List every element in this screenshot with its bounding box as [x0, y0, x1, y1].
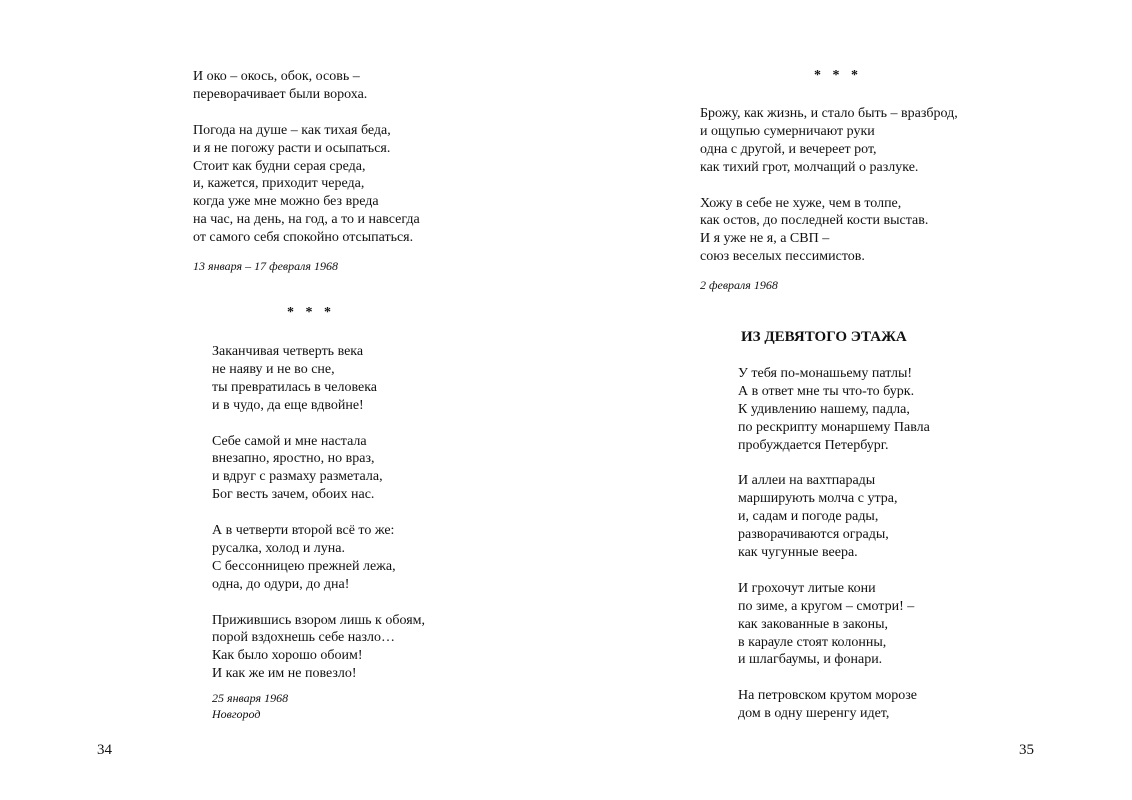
- poem-line: когда уже мне можно без вреда: [193, 194, 379, 210]
- poem-line: На петровском крутом морозе: [738, 688, 917, 704]
- stanza: [212, 433, 425, 505]
- poem-body: [738, 365, 930, 723]
- poem-body: [700, 105, 958, 266]
- poem-line: и в чудо, да еще вдвойне!: [212, 397, 364, 413]
- stanza: [212, 612, 425, 684]
- poem-ending: [193, 68, 420, 247]
- stanza: [700, 105, 958, 177]
- poem-line: и, садам и погоде рады,: [738, 509, 879, 525]
- poem-line: как остов, до последней кости выстав.: [700, 213, 929, 229]
- poem-line: союз веселых пессимистов.: [700, 249, 865, 265]
- poem-stanzas: [700, 105, 958, 266]
- poem-line: внезапно, яростно, но враз,: [212, 451, 375, 467]
- poem-line: по зиме, а кругом – смотри! –: [738, 598, 915, 614]
- poem-line: порой вздохнешь себе назло…: [212, 630, 395, 646]
- stanza: [212, 343, 425, 415]
- poem-line: Заканчивая четверть века: [212, 344, 364, 359]
- poem-line: пробуждается Петербург.: [738, 437, 889, 453]
- poem-line: Хожу в себе не хуже, чем в толпе,: [700, 195, 902, 211]
- poem-line: Брожу, как жизнь, и стало быть – вразброд,: [700, 106, 958, 121]
- poem-line: И грохочут литые кони: [738, 580, 876, 596]
- poem-line: А в четверти второй всё то же:: [212, 523, 395, 539]
- poem-line: от самого себя спокойно отсыпаться.: [193, 230, 414, 246]
- poem-line: И как же им не повезло!: [212, 666, 357, 682]
- poem-line: переворачивает были вороха.: [193, 86, 368, 102]
- separator-stars: * * *: [287, 305, 335, 320]
- poem-line: Стоит как будни серая среда,: [193, 158, 366, 174]
- poem-line: одна, до одури, до дна!: [212, 576, 350, 592]
- poem-line: одна с другой, и вечереет рот,: [700, 141, 877, 157]
- poem-line: ты превратилась в человека: [212, 379, 377, 395]
- poem-line: разворачиваются ограды,: [738, 527, 889, 543]
- poem-stanzas: [193, 68, 420, 247]
- poem-stanzas: [738, 365, 930, 723]
- poem-line: не наяву и не во сне,: [212, 361, 335, 377]
- poem-line: Как было хорошо обоим!: [212, 648, 363, 664]
- poem-signature: [212, 690, 288, 722]
- stanza: [738, 687, 930, 723]
- stanza: [738, 580, 930, 670]
- stanza: [212, 522, 425, 594]
- poem-line: Погода на душе – как тихая беда,: [193, 122, 391, 138]
- stanza: [738, 365, 930, 455]
- poem-line: И аллеи на вахтпарады: [738, 473, 876, 489]
- poem-line: У тебя по-монашьему патлы!: [738, 366, 913, 381]
- stanza: [738, 472, 930, 562]
- poem-line: по рескрипту монаршему Павла: [738, 419, 930, 435]
- poem-date: 13 января – 17 февраля 1968: [193, 259, 338, 273]
- poem-line: Себе самой и мне настала: [212, 433, 367, 449]
- separator-stars: * * *: [814, 68, 862, 83]
- poem-line: и я не погожу расти и осыпаться.: [193, 140, 391, 156]
- poem-place: Новгород: [212, 707, 261, 721]
- poem-line: как чугунные веера.: [738, 545, 858, 561]
- poem-line: И око – окось, обок, осовь –: [193, 69, 360, 84]
- poem-line: И я уже не я, а СВП –: [700, 231, 830, 247]
- poem-line: К удивлению нашему, падла,: [738, 401, 910, 417]
- poem-date: 25 января 1968: [212, 691, 289, 705]
- poem-line: и, кажется, приходит череда,: [193, 176, 365, 192]
- poem-line: как закованные в законы,: [738, 616, 889, 632]
- poem-line: марширують молча с утра,: [738, 491, 898, 507]
- poem-line: на час, на день, на год, а то и навсегда: [193, 212, 420, 228]
- poem-line: и вдруг с размаху разметала,: [212, 469, 383, 485]
- poem-line: и ощупью сумерничают руки: [700, 123, 875, 139]
- poem-line: русалка, холод и луна.: [212, 540, 345, 556]
- poem-stanzas: [212, 343, 425, 683]
- poem-line: Бог весть зачем, обоих нас.: [212, 487, 375, 503]
- page-number: 34: [97, 742, 112, 758]
- right-page: [566, 0, 1132, 800]
- poem-date: 2 февраля 1968: [700, 278, 778, 292]
- poem-body: [212, 343, 425, 683]
- stanza: [193, 68, 420, 104]
- poem-line: как тихий грот, молчащий о разлуке.: [700, 159, 919, 175]
- page-number: 35: [1019, 742, 1034, 758]
- poem-line: и шлагбаумы, и фонари.: [738, 652, 883, 668]
- poem-line: Прижившись взором лишь к обоям,: [212, 612, 426, 628]
- stanza: [700, 195, 958, 267]
- poem-line: С бессонницею прежней лежа,: [212, 558, 396, 574]
- poem-line: дом в одну шеренгу идет,: [738, 706, 890, 722]
- poem-title: ИЗ ДЕВЯТОГО ЭТАЖА: [741, 329, 907, 345]
- stanza: [193, 122, 420, 247]
- poem-line: в карауле стоят колонны,: [738, 634, 887, 650]
- poem-line: А в ответ мне ты что-то бурк.: [738, 383, 915, 399]
